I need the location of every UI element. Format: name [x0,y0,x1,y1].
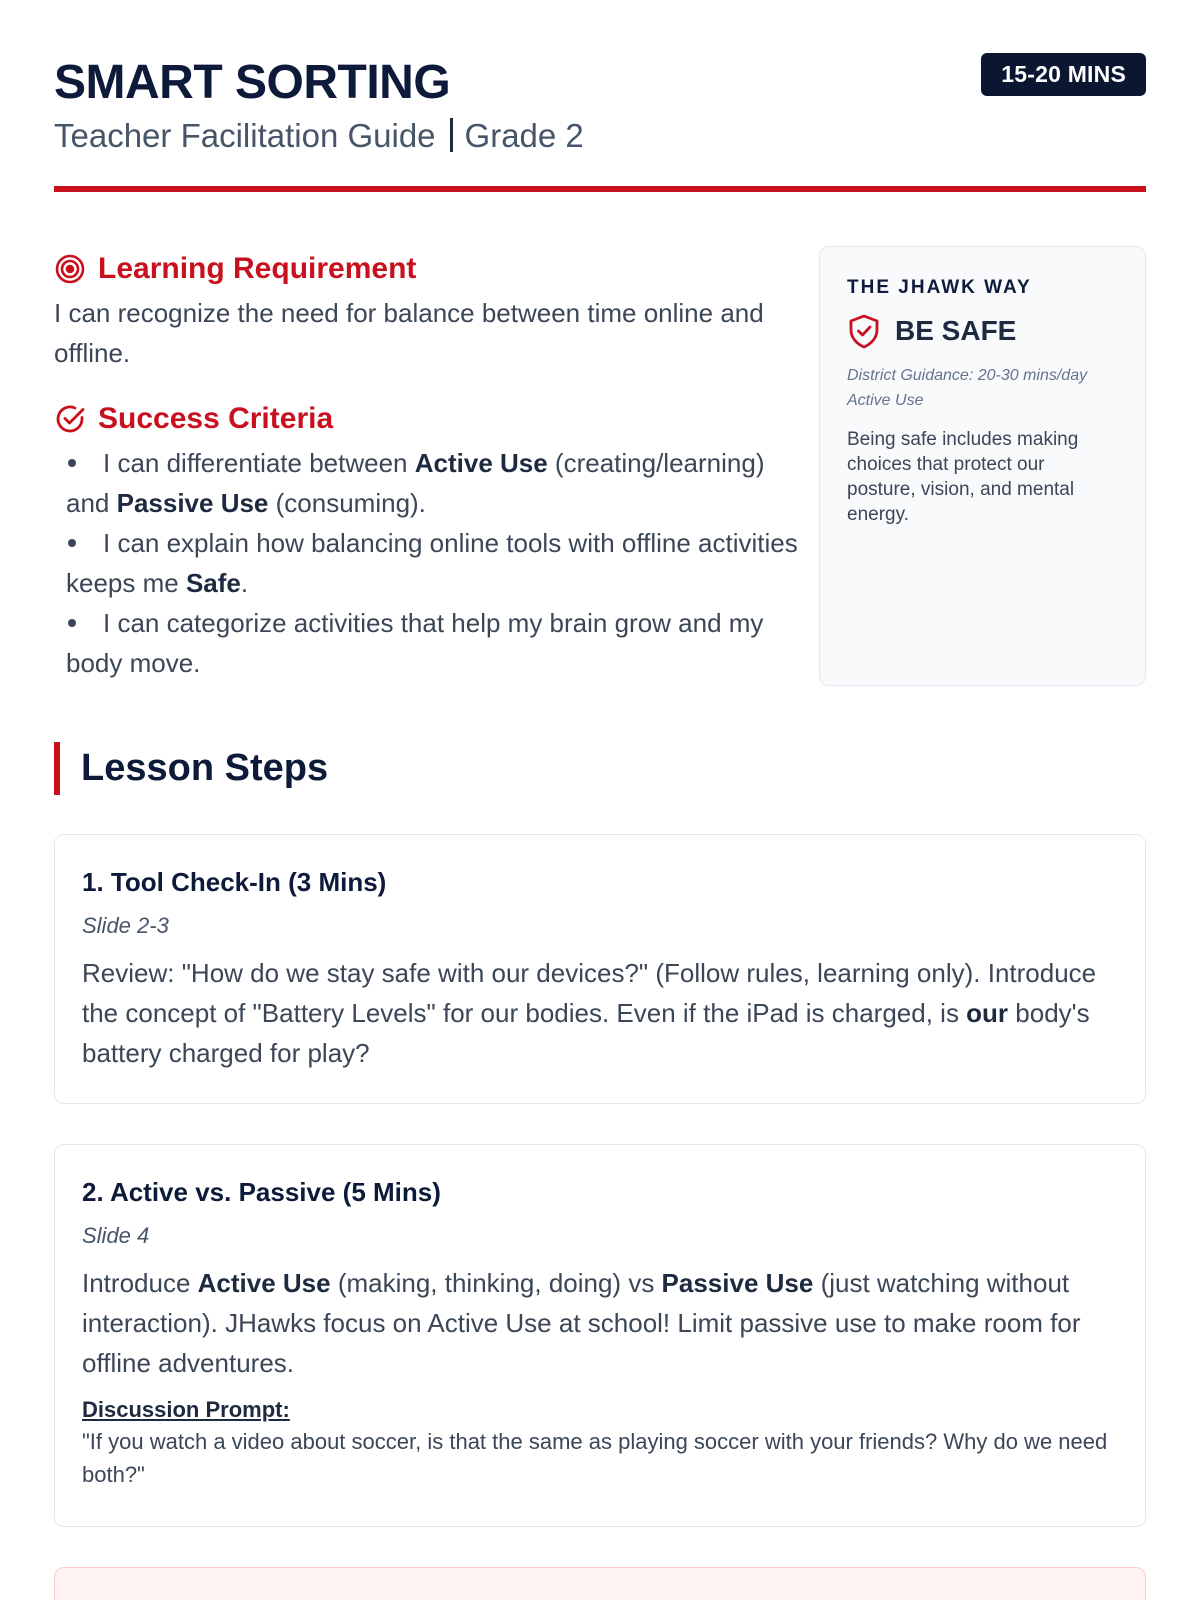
shield-check-icon [847,313,881,349]
bullet [68,619,76,627]
criteria-emphasis: Safe [185,568,241,598]
list-item [66,443,806,523]
criteria-text: . [240,568,249,598]
district-guidance: District Guidance: 20-30 mins/day Active Use [847,367,1088,409]
jhawk-way-eyebrow: THE JHAWK WAY [847,277,1032,298]
criteria-text: (consuming). [268,488,426,518]
step-emphasis: our [966,998,1009,1028]
step-text: (just watching without interaction). JHawks focus on Active Use at school! Limit passive use to make room for offline adventures. [82,1268,1081,1378]
criteria-text: I can categorize activities that help my brain grow and my body move. [66,608,764,678]
success-criteria-label: Success Criteria [98,402,334,435]
criteria-text: I can explain how balancing online tools with offline activities keeps me [66,528,798,598]
subtitle-divider [450,118,453,152]
step-title: 2. Active vs. Passive (5 Mins) [82,1177,441,1207]
learning-requirement-label: Learning Requirement [98,252,417,285]
page-title: SMART SORTING [54,56,451,109]
bullet [68,539,76,547]
learning-requirement-text: I can recognize the need for balance between time online and offline. [54,298,764,368]
lesson-step-card [54,1144,1146,1527]
guide-type: Teacher Facilitation Guide [54,117,436,154]
lesson-step-card [54,834,1146,1104]
duration-badge: 15-20 MINS [981,53,1146,96]
bullet [68,459,76,467]
header-divider [54,186,1146,192]
discussion-prompt-text: "If you watch a video about soccer, is that the same as playing soccer with your friends? Why do we need both?" [82,1429,1108,1487]
step-slide-ref: Slide 4 [82,1223,150,1248]
criteria-emphasis: Active Use [414,448,548,478]
criteria-text: I can differentiate between [103,448,415,478]
be-safe-badge [847,313,1118,349]
step-body [82,953,1118,1073]
next-step-card [54,1567,1146,1600]
list-item [66,603,806,683]
page-subtitle [54,117,584,155]
check-circle-icon [54,403,86,435]
step-title: 1. Tool Check-In (3 Mins) [82,867,387,897]
learning-requirement-heading [54,252,416,286]
step-text: Review: "How do we stay safe with our devices?" (Follow rules, learning only). Introduce the concept of "Battery Levels" for our bodies. Even if the iPad is charged, is [82,958,1097,1028]
discussion-prompt-label: Discussion Prompt: [82,1397,290,1422]
step-body [82,1263,1118,1383]
step-emphasis: Passive Use [661,1268,814,1298]
lesson-steps-heading: Lesson Steps [54,742,328,795]
be-safe-description: Being safe includes making choices that protect our posture, vision, and mental energy. [847,429,1079,525]
target-icon [54,253,86,285]
list-item [66,523,806,603]
jhawk-way-card [819,246,1146,686]
criteria-text: (creating/learning) and [66,448,765,518]
criteria-emphasis: Passive Use [116,488,269,518]
step-text: (making, thinking, doing) vs [330,1268,662,1298]
grade-level: Grade 2 [464,117,584,154]
success-criteria-list [66,443,806,683]
be-safe-label: BE SAFE [895,315,1017,346]
step-slide-ref: Slide 2-3 [82,913,169,938]
step-text: Introduce [82,1268,198,1298]
success-criteria-heading [54,402,333,436]
step-text: body's battery charged for play? [82,998,1090,1068]
guide-page [54,0,1146,1600]
step-emphasis: Active Use [197,1268,331,1298]
